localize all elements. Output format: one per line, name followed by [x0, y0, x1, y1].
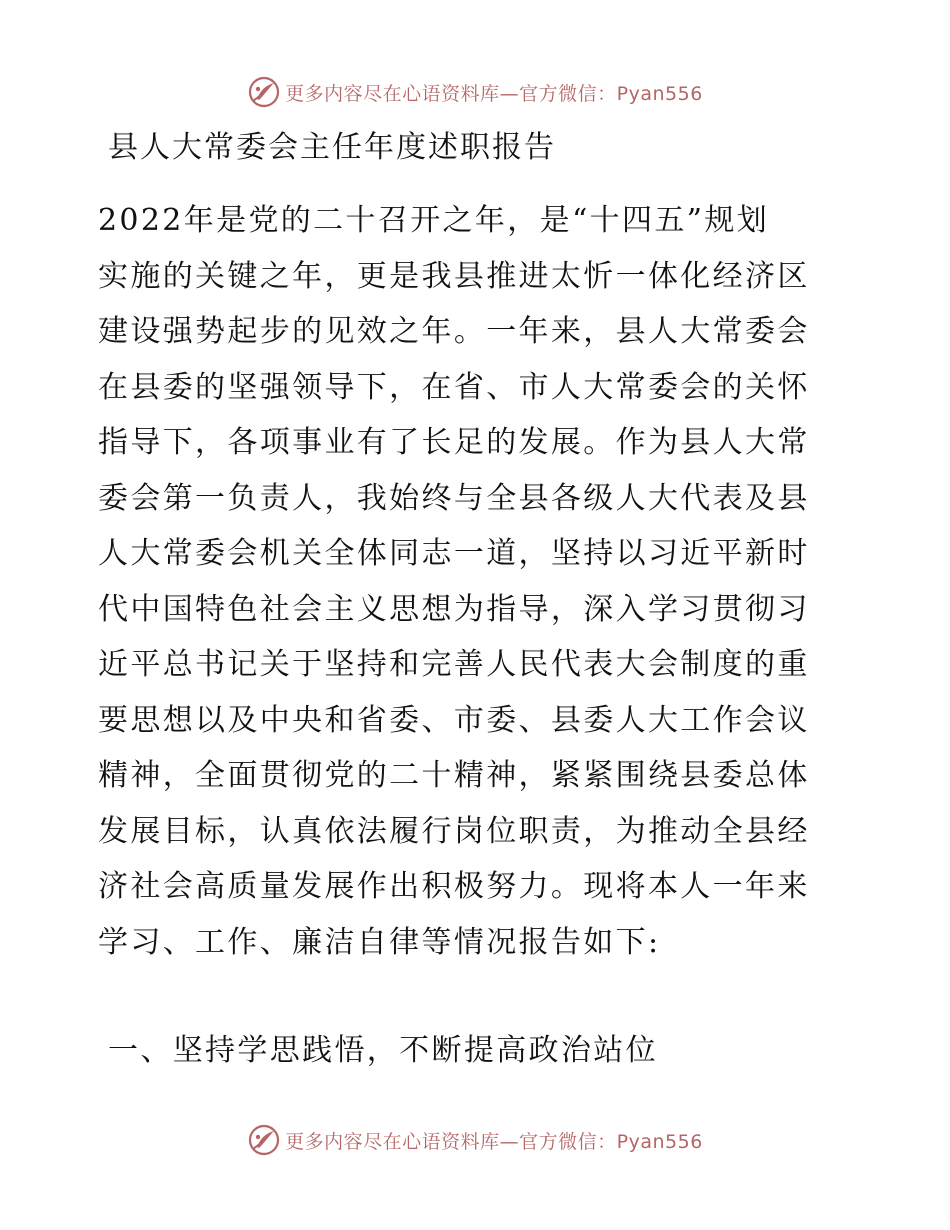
watermark-text: 更多内容尽在心语资料库—官方微信：Pyan556	[285, 1130, 703, 1153]
logo-icon	[247, 75, 281, 109]
paragraph-line: 要思想以及中央和省委、市委、县委人大工作会议	[98, 702, 810, 738]
paragraph-line: 济社会高质量发展作出积极努力。现将本人一年来	[98, 869, 810, 904]
paragraph-line: 实施的关键之年，更是我县推进太忻一体化经济区	[98, 258, 810, 294]
paragraph-line: 2022年是党的二十召开之年，是“十四五”规划	[98, 203, 770, 238]
paragraph-line: 发展目标，认真依法履行岗位职责，为推动全县经	[98, 813, 810, 849]
paragraph-line: 学习、工作、廉洁自律等情况报告如下:	[98, 924, 661, 960]
watermark-header	[0, 72, 950, 112]
paragraph-line: 代中国特色社会主义思想为指导，深入学习贯彻习	[98, 591, 810, 627]
paragraph-line: 近平总书记关于坚持和完善人民代表大会制度的重	[98, 647, 810, 682]
watermark-text: 更多内容尽在心语资料库—官方微信：Pyan556	[285, 82, 703, 105]
paragraph-line: 建设强势起步的见效之年。一年来，县人大常委会	[98, 314, 810, 349]
document-title: 县人大常委会主任年度述职报告	[108, 130, 556, 165]
paragraph-line: 指导下，各项事业有了长足的发展。作为县人大常	[98, 425, 810, 460]
paragraph-line: 精神，全面贯彻党的二十精神，紧紧围绕县委总体	[98, 758, 810, 793]
logo-icon	[247, 1123, 281, 1157]
paragraph-line: 委会第一负责人，我始终与全县各级人大代表及县	[98, 480, 810, 516]
watermark-footer	[0, 1120, 950, 1160]
body-paragraph	[98, 193, 850, 970]
paragraph-line: 人大常委会机关全体同志一道，坚持以习近平新时	[98, 536, 810, 571]
section-heading: 一、坚持学思践悟，不断提高政治站位	[108, 1033, 658, 1068]
paragraph-line: 在县委的坚强领导下，在省、市人大常委会的关怀	[98, 369, 810, 405]
